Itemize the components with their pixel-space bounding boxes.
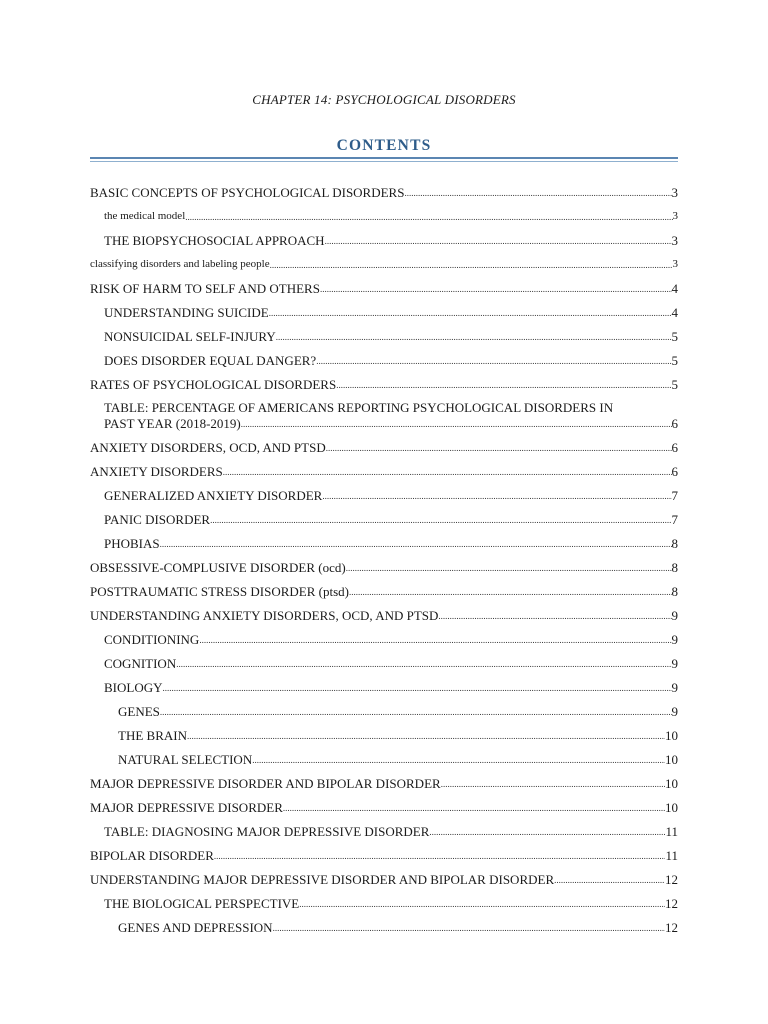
- toc-page-number: 5: [671, 329, 678, 344]
- toc-entry[interactable]: [90, 671, 678, 695]
- toc-page-number: 6: [671, 440, 678, 455]
- toc-page-number: 9: [671, 632, 678, 647]
- dot-leader: [176, 658, 671, 671]
- toc-entry[interactable]: [90, 911, 678, 935]
- toc-entry[interactable]: [90, 551, 678, 575]
- toc-entry[interactable]: [90, 200, 678, 224]
- toc-entry[interactable]: [90, 368, 678, 392]
- toc-entry-title: UNDERSTANDING ANXIETY DISORDERS, OCD, AND PTSD: [90, 608, 439, 623]
- table-of-contents: [90, 176, 678, 935]
- toc-entry-title: THE BIOPSYCHOSOCIAL APPROACH: [104, 233, 325, 248]
- toc-page-number: 3: [671, 185, 678, 200]
- toc-entry-title: BASIC CONCEPTS OF PSYCHOLOGICAL DISORDERS: [90, 185, 405, 200]
- dot-leader: [404, 187, 671, 200]
- toc-page-number: 4: [671, 281, 678, 296]
- toc-entry-title: DOES DISORDER EQUAL DANGER?: [104, 353, 317, 368]
- toc-entry[interactable]: [90, 224, 678, 248]
- toc-entry[interactable]: [90, 863, 678, 887]
- toc-entry-title: ANXIETY DISORDERS, OCD, AND PTSD: [90, 440, 326, 455]
- toc-entry-title: BIOLOGY: [104, 680, 163, 695]
- toc-entry[interactable]: [90, 791, 678, 815]
- toc-entry[interactable]: [90, 575, 678, 599]
- toc-entry-title: POSTTRAUMATIC STRESS DISORDER (ptsd): [90, 584, 349, 599]
- toc-page-number: 8: [671, 584, 678, 599]
- toc-entry-title: GENERALIZED ANXIETY DISORDER: [104, 488, 323, 503]
- toc-entry[interactable]: [90, 599, 678, 623]
- toc-entry-title: PHOBIAS: [104, 536, 160, 551]
- dot-leader: [241, 418, 672, 431]
- dot-leader: [276, 331, 672, 344]
- dot-leader: [438, 610, 671, 623]
- toc-entry[interactable]: [90, 344, 678, 368]
- toc-entry-title: RATES OF PSYCHOLOGICAL DISORDERS: [90, 377, 337, 392]
- dot-leader: [441, 778, 665, 791]
- toc-entry-title: THE BRAIN: [118, 728, 187, 743]
- toc-entry[interactable]: [90, 695, 678, 719]
- toc-page-number: 5: [671, 353, 678, 368]
- toc-entry[interactable]: [90, 248, 678, 272]
- toc-entry-title: GENES AND DEPRESSION: [118, 920, 273, 935]
- dot-leader: [214, 850, 666, 863]
- dot-leader: [346, 562, 672, 575]
- dot-leader: [299, 898, 665, 911]
- toc-page-number: 10: [665, 728, 678, 743]
- toc-entry[interactable]: [90, 527, 678, 551]
- dot-leader: [322, 490, 671, 503]
- toc-entry-title: classifying disorders and labeling people: [90, 258, 270, 270]
- toc-entry-title-continued: PAST YEAR (2018-2019): [104, 416, 241, 431]
- dot-leader: [554, 874, 665, 887]
- toc-page-number: 3: [671, 233, 678, 248]
- toc-page-number: 8: [671, 536, 678, 551]
- dot-leader: [252, 754, 665, 767]
- toc-entry-title: the medical model: [104, 210, 186, 222]
- toc-page-number: 4: [671, 305, 678, 320]
- toc-page-number: 7: [671, 488, 678, 503]
- toc-entry-title: MAJOR DEPRESSIVE DISORDER: [90, 800, 283, 815]
- toc-page-number: 9: [671, 680, 678, 695]
- toc-entry-title: MAJOR DEPRESSIVE DISORDER AND BIPOLAR DISORDER: [90, 776, 441, 791]
- dot-leader: [336, 379, 671, 392]
- toc-entry-title: THE BIOLOGICAL PERSPECTIVE: [104, 896, 300, 911]
- toc-page-number: 12: [665, 896, 678, 911]
- toc-page-number: 10: [665, 752, 678, 767]
- dot-leader: [160, 538, 672, 551]
- toc-page-number: 3: [672, 210, 678, 222]
- dot-leader: [429, 826, 665, 839]
- dot-leader: [223, 466, 672, 479]
- toc-page-number: 9: [671, 608, 678, 623]
- toc-page-number: 12: [665, 872, 678, 887]
- toc-page-number: 10: [665, 776, 678, 791]
- toc-page-number: 8: [671, 560, 678, 575]
- dot-leader: [199, 634, 671, 647]
- dot-leader: [316, 355, 671, 368]
- dot-leader: [326, 442, 672, 455]
- toc-entry[interactable]: [90, 887, 678, 911]
- dot-leader: [269, 307, 672, 320]
- toc-entry[interactable]: [90, 719, 678, 743]
- toc-entry-title: COGNITION: [104, 656, 177, 671]
- toc-page-number: 5: [671, 377, 678, 392]
- dot-leader: [325, 235, 672, 248]
- toc-entry-title: ANXIETY DISORDERS: [90, 464, 223, 479]
- toc-entry[interactable]: [90, 296, 678, 320]
- dot-leader: [160, 706, 672, 719]
- dot-leader: [187, 730, 665, 743]
- dot-leader: [185, 211, 672, 224]
- dot-leader: [349, 586, 672, 599]
- toc-entry-title: TABLE: PERCENTAGE OF AMERICANS REPORTING PSYCHOLOGICAL DISORDERS IN: [104, 400, 614, 415]
- toc-entry-title: GENES: [118, 704, 160, 719]
- toc-entry[interactable]: [90, 272, 678, 296]
- dot-leader: [270, 259, 673, 272]
- toc-page-number: 11: [665, 848, 678, 863]
- heading-rule-thin: [90, 161, 678, 162]
- toc-entry-title: BIPOLAR DISORDER: [90, 848, 214, 863]
- toc-entry-title: OBSESSIVE-COMPLUSIVE DISORDER (ocd): [90, 560, 346, 575]
- toc-entry[interactable]: [90, 623, 678, 647]
- dot-leader: [320, 283, 672, 296]
- toc-page-number: 9: [671, 704, 678, 719]
- dot-leader: [163, 682, 672, 695]
- toc-page-number: 10: [665, 800, 678, 815]
- contents-heading: CONTENTS: [336, 137, 432, 154]
- toc-entry[interactable]: [90, 176, 678, 200]
- toc-entry-title: RISK OF HARM TO SELF AND OTHERS: [90, 281, 320, 296]
- toc-page-number: 12: [665, 920, 678, 935]
- toc-entry[interactable]: [90, 320, 678, 344]
- toc-page-number: 11: [665, 824, 678, 839]
- dot-leader: [210, 514, 671, 527]
- toc-entry[interactable]: [90, 479, 678, 503]
- dot-leader: [273, 922, 665, 935]
- toc-page-number: 7: [671, 512, 678, 527]
- toc-entry[interactable]: [90, 743, 678, 767]
- toc-page-number: 6: [671, 464, 678, 479]
- heading-rule: [90, 157, 678, 159]
- toc-page-number: 6: [671, 416, 678, 431]
- toc-entry[interactable]: [90, 503, 678, 527]
- toc-entry-title: NONSUICIDAL SELF-INJURY: [104, 329, 276, 344]
- toc-entry-title: UNDERSTANDING MAJOR DEPRESSIVE DISORDER AND BIPOLAR DISORDER: [90, 872, 555, 887]
- toc-entry-title: UNDERSTANDING SUICIDE: [104, 305, 269, 320]
- toc-entry[interactable]: [90, 647, 678, 671]
- toc-entry-title: TABLE: DIAGNOSING MAJOR DEPRESSIVE DISORDER: [104, 824, 430, 839]
- toc-entry[interactable]: [90, 815, 678, 839]
- chapter-title: CHAPTER 14: PSYCHOLOGICAL DISORDERS: [252, 92, 516, 107]
- toc-entry[interactable]: [90, 839, 678, 863]
- toc-entry[interactable]: [90, 767, 678, 791]
- toc-entry[interactable]: [90, 455, 678, 479]
- toc-entry[interactable]: [90, 392, 678, 431]
- toc-page-number: 9: [671, 656, 678, 671]
- toc-entry-title: CONDITIONING: [104, 632, 200, 647]
- toc-page-number: 3: [672, 258, 678, 270]
- toc-entry-title: PANIC DISORDER: [104, 512, 211, 527]
- toc-entry[interactable]: [90, 431, 678, 455]
- toc-entry-title: NATURAL SELECTION: [118, 752, 253, 767]
- dot-leader: [283, 802, 665, 815]
